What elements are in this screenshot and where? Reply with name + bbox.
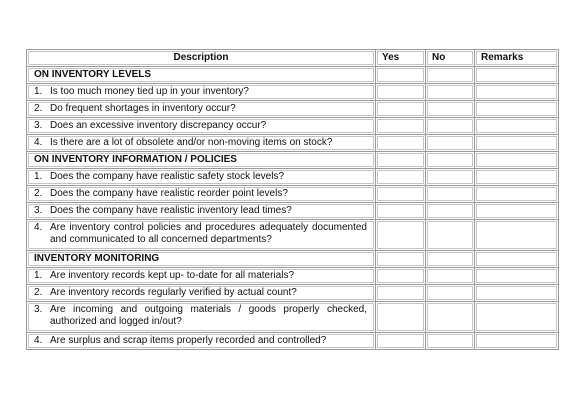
remarks-cell[interactable] <box>475 251 559 268</box>
remarks-cell[interactable] <box>475 101 559 118</box>
description-cell <box>27 220 376 251</box>
table-row <box>27 220 559 251</box>
yes-cell[interactable] <box>376 135 426 152</box>
inventory-checklist-table <box>26 49 559 350</box>
description-cell <box>27 285 376 302</box>
column-header-remarks: Remarks <box>475 50 559 67</box>
no-cell[interactable] <box>426 152 475 169</box>
item-number: 4. <box>34 137 43 148</box>
table-row <box>27 169 559 186</box>
no-cell[interactable] <box>426 302 475 333</box>
no-cell[interactable] <box>426 169 475 186</box>
section-title: INVENTORY MONITORING <box>27 251 376 268</box>
table-row <box>27 135 559 152</box>
item-number: 3. <box>34 120 43 131</box>
no-cell[interactable] <box>426 186 475 203</box>
header-row <box>27 50 559 67</box>
remarks-cell[interactable] <box>475 152 559 169</box>
item-question: Does an excessive inventory discrepancy occur? <box>50 120 267 131</box>
table-row <box>27 268 559 285</box>
yes-cell[interactable] <box>376 101 426 118</box>
description-cell <box>27 101 376 118</box>
item-number: 1. <box>34 171 43 182</box>
item-number: 3. <box>34 205 43 216</box>
description-cell <box>27 84 376 101</box>
no-cell[interactable] <box>426 251 475 268</box>
section-title: ON INVENTORY LEVELS <box>27 67 376 84</box>
item-question: Is there are a lot of obsolete and/or non-moving items on stock? <box>50 137 333 148</box>
yes-cell[interactable] <box>376 251 426 268</box>
no-cell[interactable] <box>426 84 475 101</box>
description-cell <box>27 169 376 186</box>
column-header-no: No <box>426 50 475 67</box>
item-number: 2. <box>34 103 43 114</box>
section-header-row <box>27 152 559 169</box>
no-cell[interactable] <box>426 118 475 135</box>
no-cell[interactable] <box>426 333 475 350</box>
no-cell[interactable] <box>426 135 475 152</box>
yes-cell[interactable] <box>376 285 426 302</box>
item-question: Does the company have realistic safety stock levels? <box>50 171 284 182</box>
item-question: Is too much money tied up in your inventory? <box>50 86 249 97</box>
description-cell <box>27 203 376 220</box>
column-header-description: Description <box>27 50 376 67</box>
yes-cell[interactable] <box>376 203 426 220</box>
table-row <box>27 203 559 220</box>
no-cell[interactable] <box>426 268 475 285</box>
remarks-cell[interactable] <box>475 118 559 135</box>
table-row <box>27 84 559 101</box>
item-number: 1. <box>34 86 43 97</box>
remarks-cell[interactable] <box>475 268 559 285</box>
section-header-row <box>27 251 559 268</box>
remarks-cell[interactable] <box>475 220 559 251</box>
item-question: Are surplus and scrap items properly recorded and controlled? <box>50 335 327 346</box>
remarks-cell[interactable] <box>475 135 559 152</box>
yes-cell[interactable] <box>376 268 426 285</box>
description-cell <box>27 302 376 333</box>
section-title: ON INVENTORY INFORMATION / POLICIES <box>27 152 376 169</box>
table-row <box>27 333 559 350</box>
yes-cell[interactable] <box>376 84 426 101</box>
yes-cell[interactable] <box>376 333 426 350</box>
no-cell[interactable] <box>426 67 475 84</box>
yes-cell[interactable] <box>376 67 426 84</box>
yes-cell[interactable] <box>376 186 426 203</box>
item-question: Are inventory records regularly verified by actual count? <box>50 287 297 298</box>
item-question: Are incoming and outgoing materials / goods properly checked, authorized and logged in/out? <box>50 304 367 327</box>
yes-cell[interactable] <box>376 220 426 251</box>
description-cell <box>27 333 376 350</box>
checklist-sheet <box>26 49 558 350</box>
remarks-cell[interactable] <box>475 67 559 84</box>
item-question: Are inventory control policies and procedures adequately documented and communicated to all concerned departments? <box>50 222 367 245</box>
section-header-row <box>27 67 559 84</box>
remarks-cell[interactable] <box>475 285 559 302</box>
item-number: 1. <box>34 270 43 281</box>
description-cell <box>27 186 376 203</box>
no-cell[interactable] <box>426 285 475 302</box>
table-row <box>27 302 559 333</box>
no-cell[interactable] <box>426 203 475 220</box>
description-cell <box>27 268 376 285</box>
column-header-yes: Yes <box>376 50 426 67</box>
item-number: 2. <box>34 287 43 298</box>
yes-cell[interactable] <box>376 118 426 135</box>
remarks-cell[interactable] <box>475 169 559 186</box>
remarks-cell[interactable] <box>475 186 559 203</box>
remarks-cell[interactable] <box>475 84 559 101</box>
yes-cell[interactable] <box>376 169 426 186</box>
item-question: Do frequent shortages in inventory occur? <box>50 103 236 114</box>
item-number: 4. <box>34 335 43 346</box>
yes-cell[interactable] <box>376 152 426 169</box>
description-cell <box>27 118 376 135</box>
item-question: Are inventory records kept up- to-date for all materials? <box>50 270 294 281</box>
description-cell <box>27 135 376 152</box>
table-row <box>27 118 559 135</box>
item-number: 2. <box>34 188 43 199</box>
no-cell[interactable] <box>426 220 475 251</box>
item-number: 3. <box>34 304 43 315</box>
no-cell[interactable] <box>426 101 475 118</box>
remarks-cell[interactable] <box>475 203 559 220</box>
item-question: Does the company have realistic inventory lead times? <box>50 205 292 216</box>
table-row <box>27 186 559 203</box>
table-row <box>27 101 559 118</box>
remarks-cell[interactable] <box>475 333 559 350</box>
table-row <box>27 285 559 302</box>
remarks-cell[interactable] <box>475 302 559 333</box>
item-number: 4. <box>34 222 43 233</box>
yes-cell[interactable] <box>376 302 426 333</box>
item-question: Does the company have realistic reorder point levels? <box>50 188 288 199</box>
